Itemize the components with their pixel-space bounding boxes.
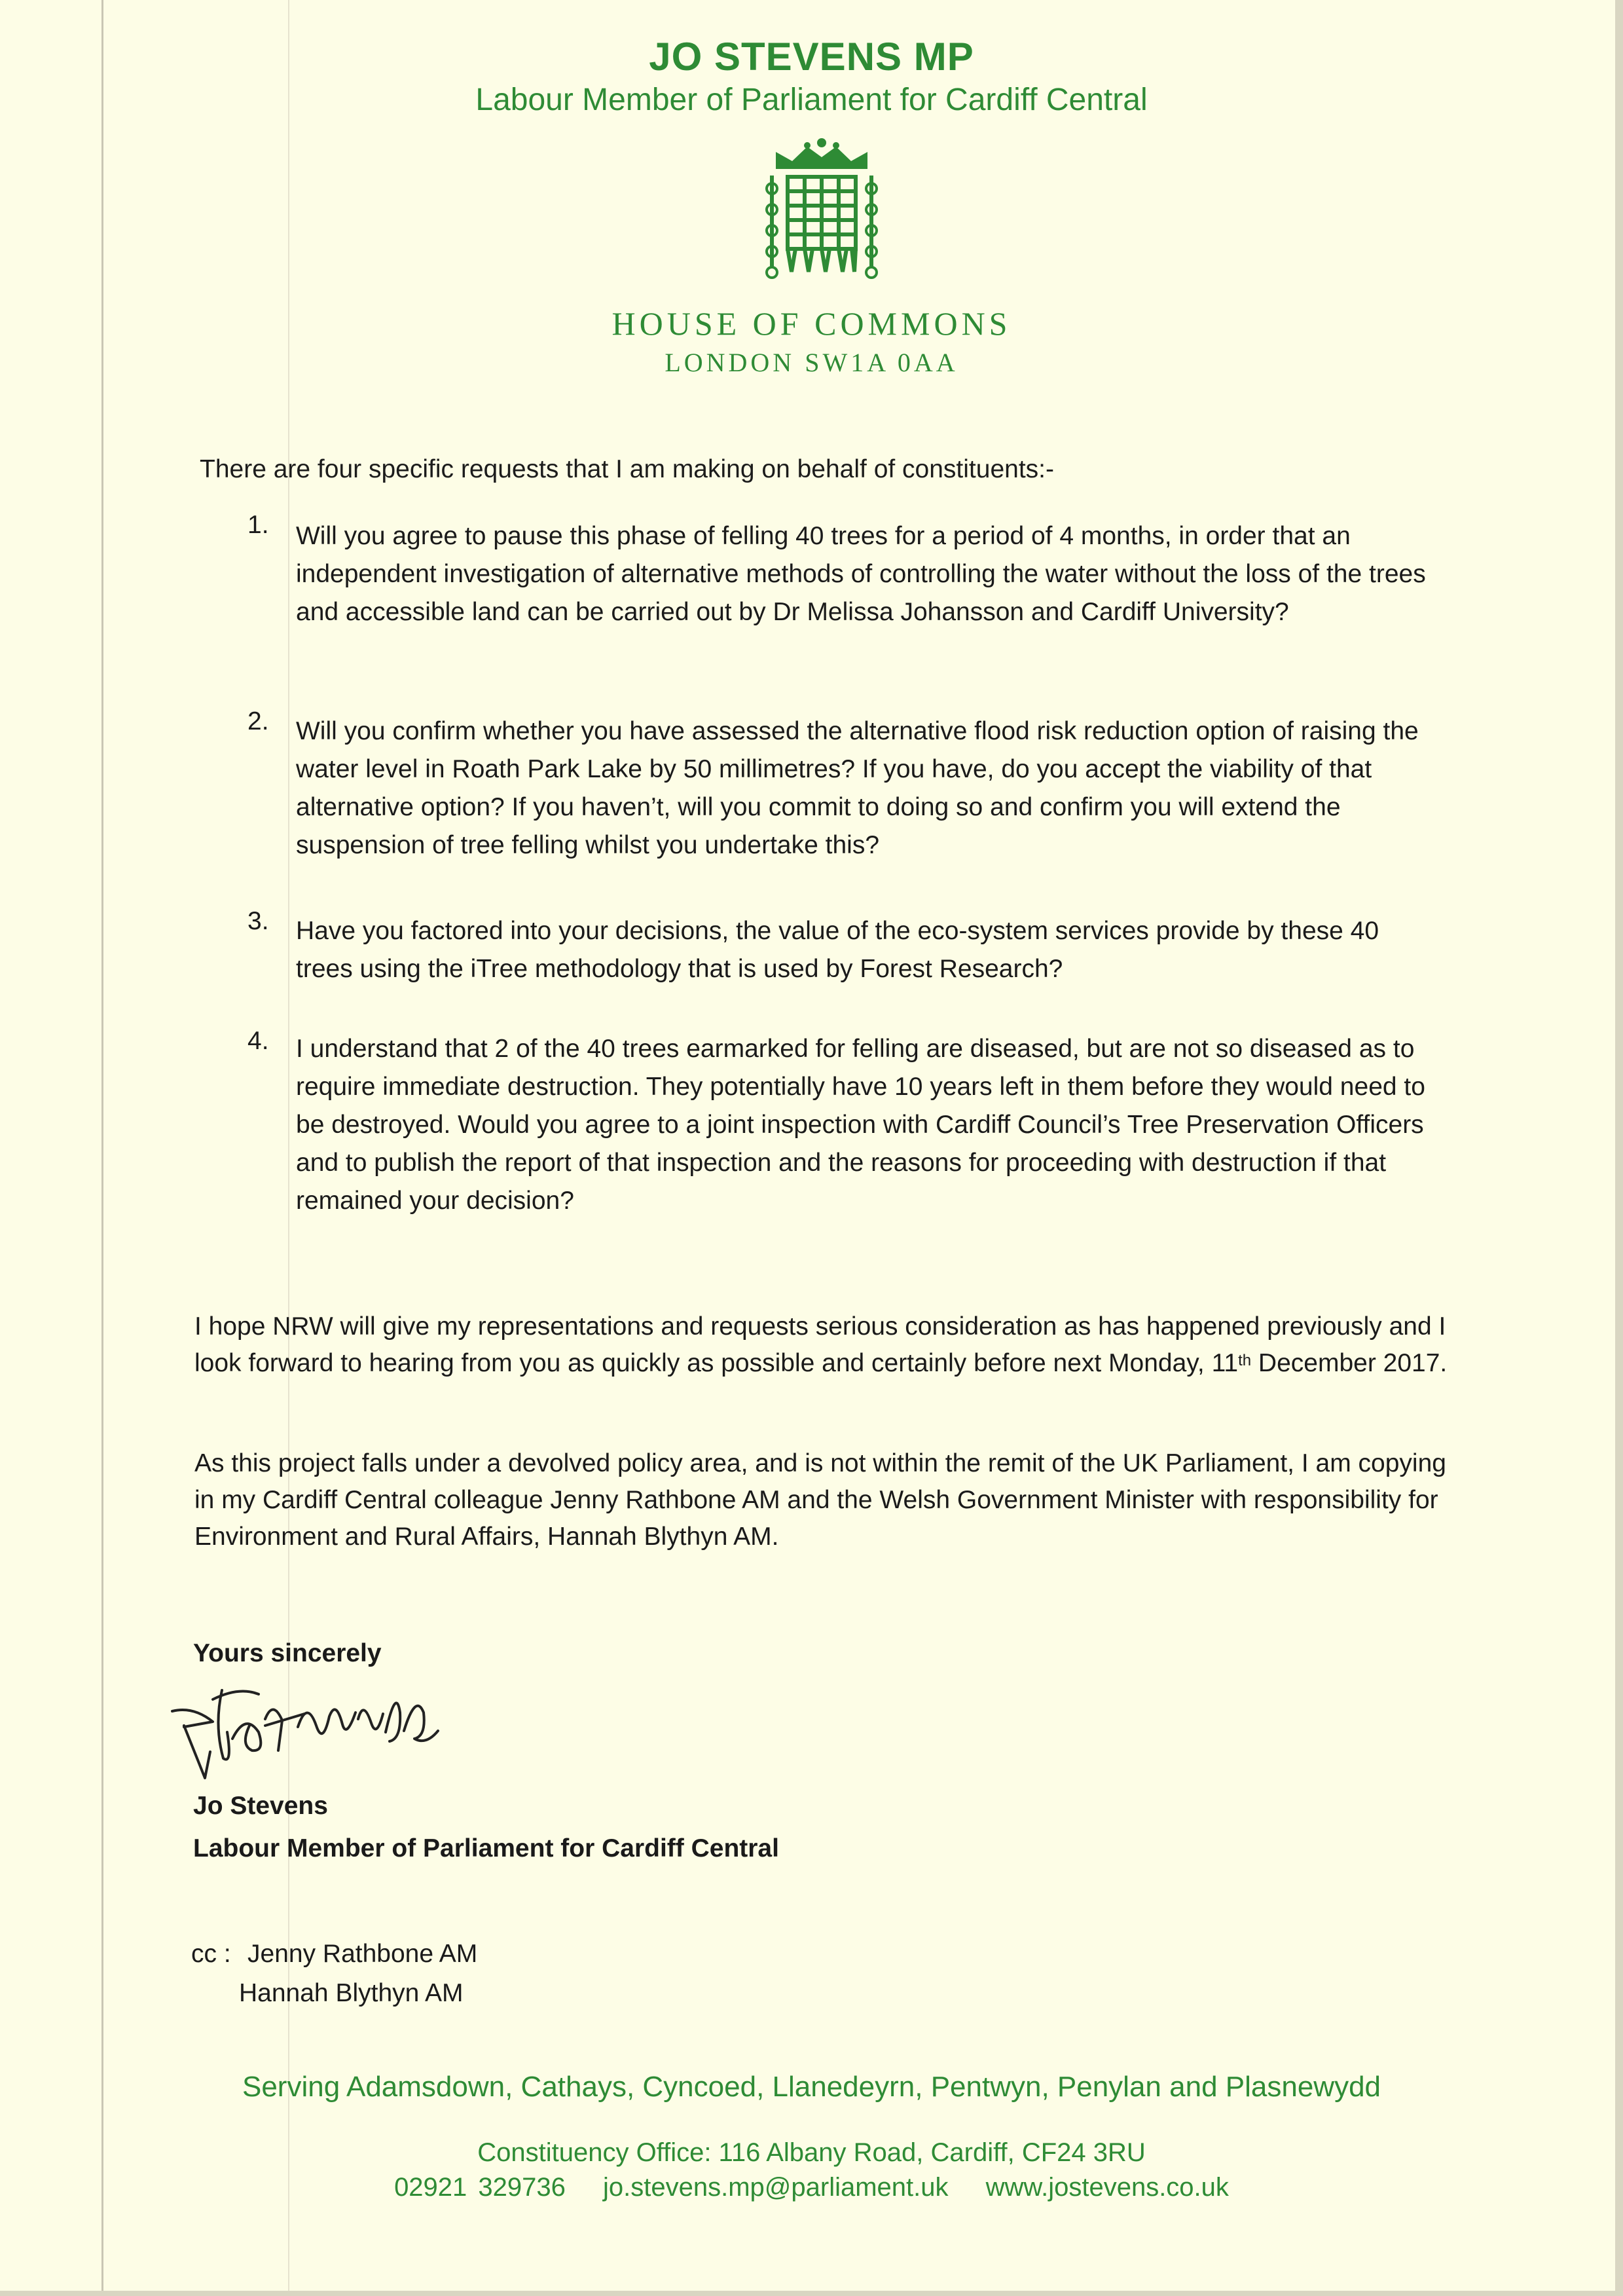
request-text: I understand that 2 of the 40 trees earmarked for felling are diseased, but are not so diseased as to require immediate destruction. They potentially have 10 years left in them before they would need to be destroyed. Would you agree to a joint inspection with Cardiff Council’s Tree Preservation Officers and to publish the report of that inspection and the reasons for proceeding with destruction if that remained your decision? — [296, 1035, 1425, 1215]
cc-label: cc : — [191, 1940, 231, 1968]
intro-paragraph: There are four specific requests that I am making on behalf of constituents:- — [200, 455, 1054, 483]
request-number: 4. — [247, 1027, 269, 1055]
signatory-title: Labour Member of Parliament for Cardiff Central — [193, 1834, 779, 1862]
request-number: 2. — [247, 707, 269, 735]
letterhead-role: Labour Member of Parliament for Cardiff Central — [475, 83, 1148, 117]
letterhead-name: JO STEVENS MP — [649, 35, 974, 79]
date-ordinal-suffix: th — [1238, 1352, 1252, 1369]
page-edge-bottom — [0, 2291, 1623, 2296]
cc-recipient: Jenny Rathbone AM — [247, 1940, 478, 1968]
request-text: Will you confirm whether you have assessed the alternative flood risk reduction option of raising the water level in Roath Park Lake by 50 millimetres? If you have, do you accept the viability of that alternative option? If you haven’t, will you commit to doing so and confirm you will extend the suspension of tree felling whilst you undertake this? — [296, 717, 1419, 859]
footer-office-address: Constituency Office: 116 Albany Road, Cardiff, CF24 3RU — [477, 2138, 1146, 2167]
footer-contact — [0, 2173, 1623, 2202]
request-text: Have you factored into your decisions, the value of the eco-system services provide by these 40 trees using the iTree methodology that is used by Forest Research? — [296, 917, 1379, 983]
request-number: 1. — [247, 511, 269, 539]
footer-phone: 02921 329736 — [394, 2173, 566, 2202]
cc-recipient: Hannah Blythyn AM — [239, 1979, 464, 2007]
closing-paragraph-2: As this project falls under a devolved policy area, and is not within the remit of the UK Parliament, I am copying in my Cardiff Central colleague Jenny Rathbone AM and the Welsh Government Minister with responsibility for Environment and Rural Affairs, Hannah Blythyn AM. — [194, 1449, 1446, 1551]
handwritten-signature — [167, 1673, 442, 1788]
signatory-name: Jo Stevens — [193, 1792, 328, 1820]
institution-address: LONDON SW1A 0AA — [665, 348, 958, 377]
closing-paragraph-1-text: I hope NRW will give my representations and requests serious consideration as has happened previously and I look forward to hearing from you as quickly as possible and certainly before next Monday, 11 — [194, 1312, 1446, 1377]
request-number: 3. — [247, 907, 269, 935]
closing-paragraph-1 — [194, 1308, 1451, 1382]
institution-name: HOUSE OF COMMONS — [611, 305, 1012, 342]
page-edge-right — [1615, 0, 1623, 2296]
portcullis-icon — [763, 138, 881, 283]
page-margin-line — [101, 0, 103, 2296]
request-text: Will you agree to pause this phase of felling 40 trees for a period of 4 months, in order that an independent investigation of alternative methods of controlling the water without the loss of the trees and accessible land can be carried out by Dr Melissa Johansson and Cardiff University? — [296, 522, 1426, 626]
footer-email: jo.stevens.mp@parliament.uk — [603, 2173, 949, 2202]
closing-paragraph-1-end: December 2017. — [1251, 1349, 1448, 1377]
footer-website: www.jostevens.co.uk — [985, 2173, 1229, 2202]
footer-serving-areas: Serving Adamsdown, Cathays, Cyncoed, Llanedeyrn, Pentwyn, Penylan and Plasnewydd — [242, 2071, 1381, 2103]
signoff: Yours sincerely — [193, 1639, 382, 1667]
